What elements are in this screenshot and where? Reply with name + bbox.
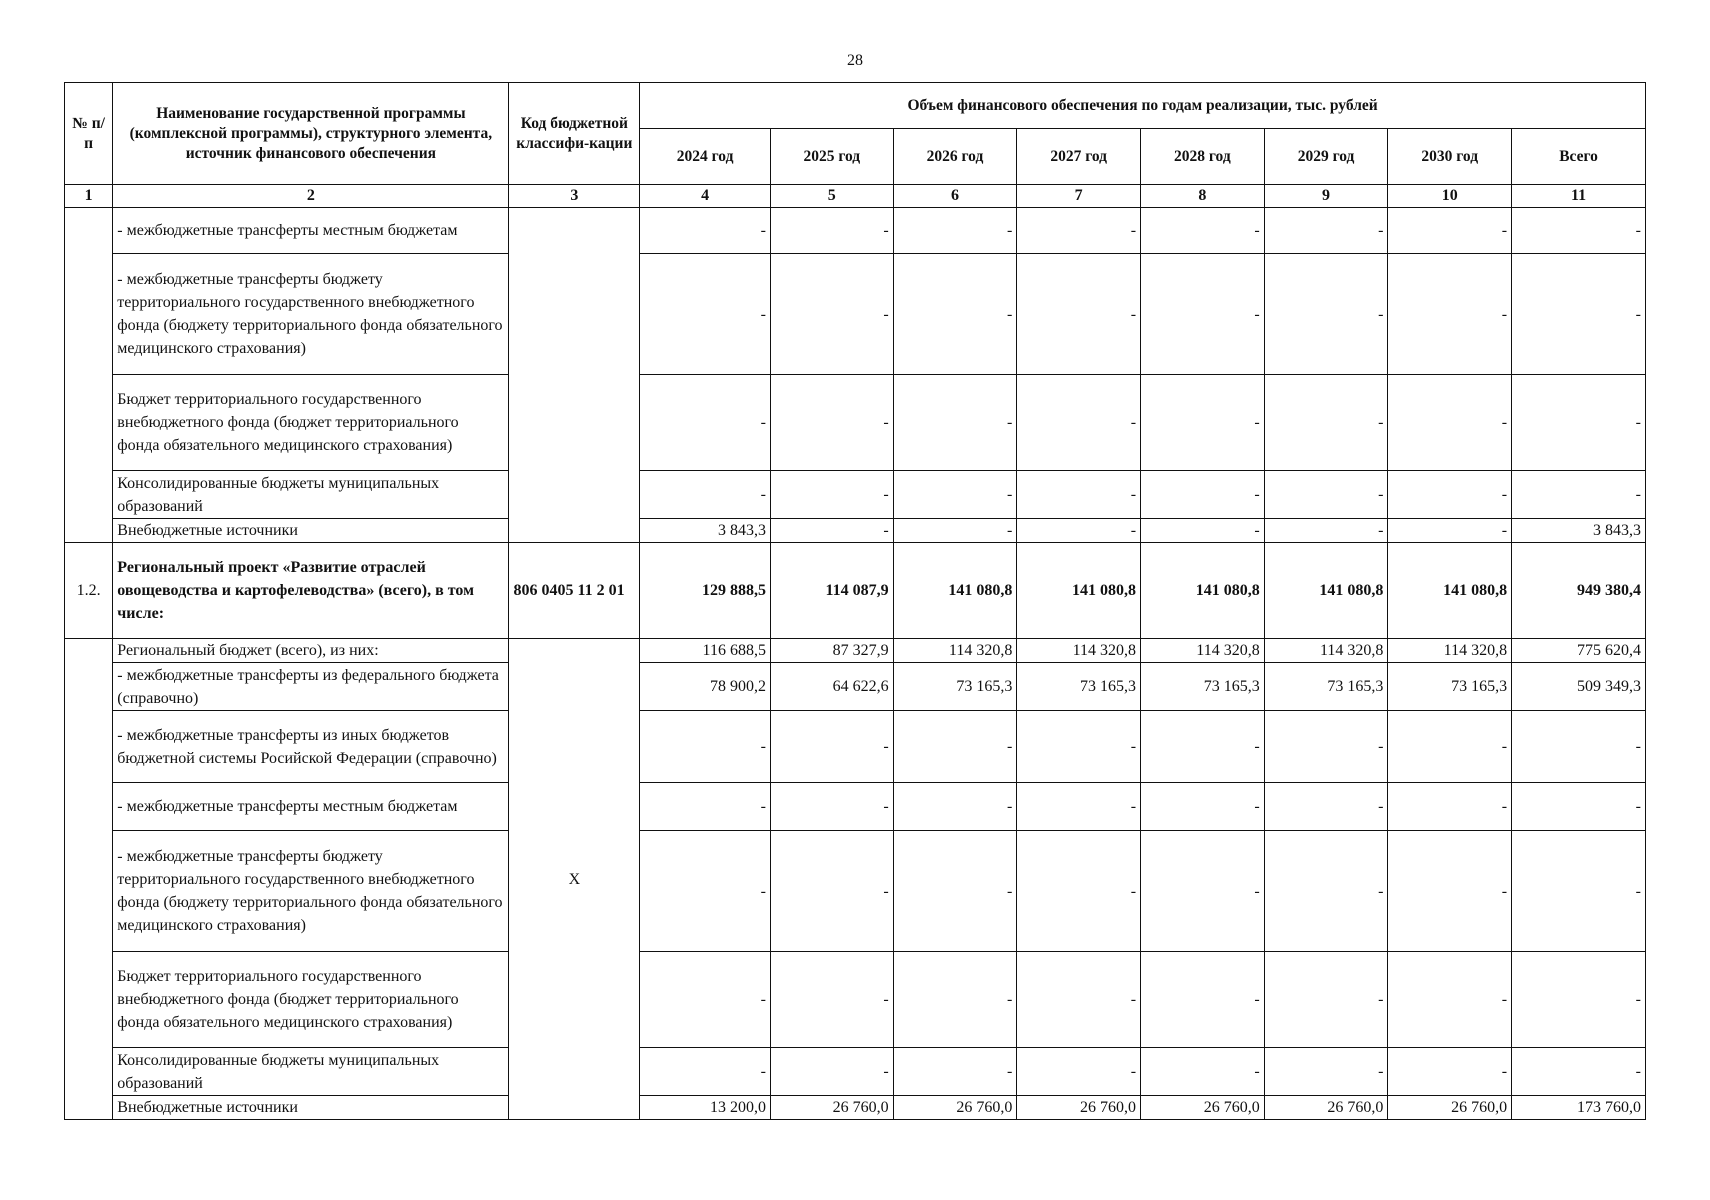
cell-value: -: [1017, 831, 1141, 952]
row-name: Внебюджетные источники: [113, 1096, 509, 1120]
col-number: 1: [65, 185, 113, 208]
cell-value: -: [1141, 711, 1265, 783]
col-number: 6: [893, 185, 1017, 208]
cell-value: -: [1017, 208, 1141, 254]
row-num-empty: [65, 639, 113, 1120]
cell-value: 141 080,8: [893, 543, 1017, 639]
table-row: [65, 254, 1646, 375]
header-code: Код бюджетной классифи-кации: [509, 83, 640, 185]
cell-value: -: [1264, 519, 1388, 543]
table-row: [65, 711, 1646, 783]
row-name: Внебюджетные источники: [113, 519, 509, 543]
cell-value: 73 165,3: [1388, 663, 1512, 711]
cell-value: -: [893, 831, 1017, 952]
cell-value: -: [1141, 783, 1265, 831]
cell-value: -: [1017, 1048, 1141, 1096]
project-code: 806 0405 11 2 01: [509, 543, 640, 639]
cell-value: -: [1264, 1048, 1388, 1096]
cell-value: -: [1141, 1048, 1265, 1096]
col-number: 5: [770, 185, 893, 208]
cell-value: -: [770, 254, 893, 375]
cell-value: -: [1388, 471, 1512, 519]
cell-value: -: [1512, 952, 1646, 1048]
page-number: 28: [847, 52, 863, 69]
cell-value: 509 349,3: [1512, 663, 1646, 711]
cell-value: 114 320,8: [893, 639, 1017, 663]
cell-value: 26 760,0: [770, 1096, 893, 1120]
row-name: Бюджет территориального государственного внебюджетного фонда (бюджет территориального фонда обязательного медицинского страхования): [113, 375, 509, 471]
cell-value: -: [1388, 1048, 1512, 1096]
cell-value: -: [770, 1048, 893, 1096]
cell-value: -: [1264, 208, 1388, 254]
cell-value: 13 200,0: [640, 1096, 771, 1120]
cell-value: -: [893, 254, 1017, 375]
cell-value: -: [893, 471, 1017, 519]
row-code-x: X: [509, 639, 640, 1120]
cell-value: 3 843,3: [640, 519, 771, 543]
cell-value: -: [770, 952, 893, 1048]
table-row: [65, 952, 1646, 1048]
cell-value: 73 165,3: [893, 663, 1017, 711]
cell-value: -: [1017, 471, 1141, 519]
col-number: 11: [1512, 185, 1646, 208]
table-row: [65, 639, 1646, 663]
table-row: [65, 783, 1646, 831]
cell-value: 114 320,8: [1388, 639, 1512, 663]
cell-value: -: [1388, 375, 1512, 471]
cell-value: -: [1264, 952, 1388, 1048]
cell-value: -: [893, 783, 1017, 831]
table-row: [65, 663, 1646, 711]
header-year: 2024 год: [640, 129, 771, 185]
cell-value: 114 320,8: [1264, 639, 1388, 663]
cell-value: 141 080,8: [1388, 543, 1512, 639]
row-name: Региональный бюджет (всего), из них:: [113, 639, 509, 663]
cell-value: -: [1017, 952, 1141, 1048]
column-numbers-row: [65, 185, 1646, 208]
cell-value: -: [640, 1048, 771, 1096]
cell-value: 141 080,8: [1141, 543, 1265, 639]
project-number: 1.2.: [65, 543, 113, 639]
cell-value: -: [1017, 254, 1141, 375]
header-year: 2029 год: [1264, 129, 1388, 185]
cell-value: 129 888,5: [640, 543, 771, 639]
cell-value: -: [1388, 711, 1512, 783]
cell-value: -: [770, 375, 893, 471]
row-name: Консолидированные бюджеты муниципальных образований: [113, 1048, 509, 1096]
cell-value: -: [1512, 375, 1646, 471]
header-total: Всего: [1512, 129, 1646, 185]
cell-value: -: [1017, 711, 1141, 783]
table-row: [65, 519, 1646, 543]
cell-value: 26 760,0: [1388, 1096, 1512, 1120]
cell-value: 87 327,9: [770, 639, 893, 663]
cell-value: -: [893, 519, 1017, 543]
col-number: 4: [640, 185, 771, 208]
cell-value: -: [1388, 254, 1512, 375]
table-row: [65, 1096, 1646, 1120]
cell-value: -: [770, 783, 893, 831]
cell-value: -: [1017, 519, 1141, 543]
row-name: - межбюджетные трансферты местным бюджетам: [113, 783, 509, 831]
cell-value: -: [1512, 711, 1646, 783]
cell-value: -: [1264, 783, 1388, 831]
row-name: - межбюджетные трансферты местным бюджетам: [113, 208, 509, 254]
row-name: - межбюджетные трансферты бюджету территориального государственного внебюджетного фонда (бюджету территориального фонда обязательного медицинского страхования): [113, 831, 509, 952]
row-name: - межбюджетные трансферты бюджету территориального государственного внебюджетного фонда (бюджету территориального фонда обязательного медицинского страхования): [113, 254, 509, 375]
cell-value: -: [770, 519, 893, 543]
header-year: 2027 год: [1017, 129, 1141, 185]
financing-table: [64, 82, 1646, 1120]
cell-value: -: [1264, 471, 1388, 519]
cell-value: -: [1388, 952, 1512, 1048]
cell-value: -: [1141, 471, 1265, 519]
col-number: 7: [1017, 185, 1141, 208]
cell-value: -: [1141, 831, 1265, 952]
cell-value: -: [893, 952, 1017, 1048]
row-name: Консолидированные бюджеты муниципальных образований: [113, 471, 509, 519]
cell-value: -: [1017, 375, 1141, 471]
table-row: [65, 471, 1646, 519]
header-name: Наименование государственной программы (комплексной программы), структурного элемента, источник финансового обеспечения: [113, 83, 509, 185]
cell-value: -: [1512, 254, 1646, 375]
cell-value: -: [1017, 783, 1141, 831]
cell-value: -: [770, 831, 893, 952]
cell-value: 64 622,6: [770, 663, 893, 711]
cell-value: -: [770, 471, 893, 519]
cell-value: -: [1388, 519, 1512, 543]
header-volume: Объем финансового обеспечения по годам реализации, тыс. рублей: [640, 83, 1646, 129]
cell-value: -: [893, 375, 1017, 471]
cell-value: -: [1141, 254, 1265, 375]
cell-value: -: [640, 831, 771, 952]
cell-value: 114 320,8: [1017, 639, 1141, 663]
cell-value: -: [1388, 831, 1512, 952]
header-num: № п/п: [65, 83, 113, 185]
row-num-empty: [65, 208, 113, 543]
cell-value: -: [1512, 1048, 1646, 1096]
cell-value: -: [640, 471, 771, 519]
header-year: 2028 год: [1141, 129, 1265, 185]
cell-value: -: [1141, 208, 1265, 254]
col-number: 2: [113, 185, 509, 208]
table-row: [65, 1048, 1646, 1096]
cell-value: -: [893, 711, 1017, 783]
cell-value: 114 087,9: [770, 543, 893, 639]
cell-value: 141 080,8: [1264, 543, 1388, 639]
project-row: [65, 543, 1646, 639]
cell-value: 26 760,0: [1264, 1096, 1388, 1120]
row-name: - межбюджетные трансферты из федерального бюджета (справочно): [113, 663, 509, 711]
cell-value: -: [1264, 711, 1388, 783]
table-row: [65, 831, 1646, 952]
cell-value: 116 688,5: [640, 639, 771, 663]
cell-value: -: [1141, 519, 1265, 543]
cell-value: 73 165,3: [1264, 663, 1388, 711]
cell-value: 3 843,3: [1512, 519, 1646, 543]
cell-value: 114 320,8: [1141, 639, 1265, 663]
cell-value: 26 760,0: [1017, 1096, 1141, 1120]
cell-value: -: [1512, 783, 1646, 831]
cell-value: -: [640, 952, 771, 1048]
cell-value: -: [893, 208, 1017, 254]
cell-value: -: [1264, 831, 1388, 952]
cell-value: -: [640, 783, 771, 831]
cell-value: 73 165,3: [1141, 663, 1265, 711]
project-name: Региональный проект «Развитие отраслей овощеводства и картофелеводства» (всего), в том числе:: [113, 543, 509, 639]
cell-value: 141 080,8: [1017, 543, 1141, 639]
cell-value: -: [1264, 254, 1388, 375]
cell-value: -: [770, 208, 893, 254]
row-name: Бюджет территориального государственного внебюджетного фонда (бюджет территориального фонда обязательного медицинского страхования): [113, 952, 509, 1048]
cell-value: 173 760,0: [1512, 1096, 1646, 1120]
table-row: [65, 375, 1646, 471]
cell-value: -: [640, 254, 771, 375]
header-year: 2025 год: [770, 129, 893, 185]
cell-value: -: [640, 375, 771, 471]
cell-value: -: [1141, 375, 1265, 471]
cell-value: -: [893, 1048, 1017, 1096]
cell-value: -: [1264, 375, 1388, 471]
row-code-empty: [509, 208, 640, 543]
cell-value: -: [770, 711, 893, 783]
col-number: 3: [509, 185, 640, 208]
cell-value: -: [640, 208, 771, 254]
cell-value: 26 760,0: [893, 1096, 1017, 1120]
col-number: 8: [1141, 185, 1265, 208]
cell-value: -: [1512, 208, 1646, 254]
col-number: 10: [1388, 185, 1512, 208]
cell-value: -: [1141, 952, 1265, 1048]
cell-value: -: [640, 711, 771, 783]
row-name: - межбюджетные трансферты из иных бюджетов бюджетной системы Росийской Федерации (справочно): [113, 711, 509, 783]
cell-value: 73 165,3: [1017, 663, 1141, 711]
cell-value: 775 620,4: [1512, 639, 1646, 663]
col-number: 9: [1264, 185, 1388, 208]
cell-value: -: [1388, 208, 1512, 254]
cell-value: 78 900,2: [640, 663, 771, 711]
table-row: [65, 208, 1646, 254]
header-year: 2026 год: [893, 129, 1017, 185]
header-year: 2030 год: [1388, 129, 1512, 185]
cell-value: -: [1512, 471, 1646, 519]
cell-value: -: [1388, 783, 1512, 831]
cell-value: -: [1512, 831, 1646, 952]
cell-value: 26 760,0: [1141, 1096, 1265, 1120]
cell-value: 949 380,4: [1512, 543, 1646, 639]
